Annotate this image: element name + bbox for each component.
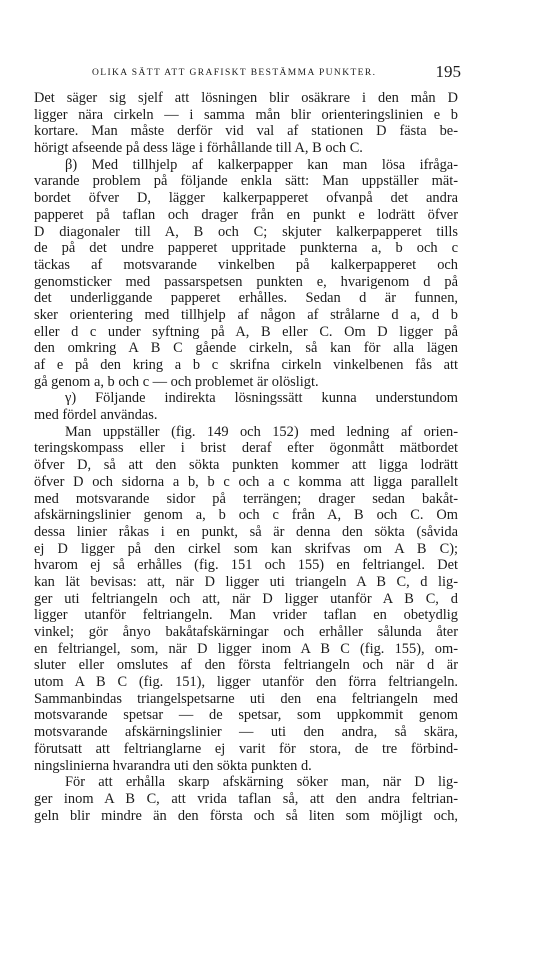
text-line: gå genom a, b och c — och problemet är olösligt. [34,373,319,390]
text-line: afskärningslinier genom a, b och c från A, B och C. Om [34,507,458,524]
text-line: den omkring A B C gående cirkeln, så kan för alla lägen [34,340,458,357]
text-line: dessa linier råkas i en punkt, så är denna den sökta (såvida [34,523,458,540]
text-line: hörigt afseende på dess läge i förhållande till A, B och C. [34,140,363,157]
text-line: papperet på taflan och drager från en punkt e lodrätt öfver [34,206,458,223]
text-line: geln blir mindre än den första och så liten som möjligt och, [34,807,458,824]
text-line: utom A B C (fig. 151), ligger utanför den förra feltriangeln. [34,674,458,691]
text-line: sluter eller omslutes af den första feltriangeln och när d är [34,657,458,674]
text-line: Man uppställer (fig. 149 och 152) med ledning af orien- [65,423,458,440]
text-line: bordet öfver D, lägger kalkerpapperet ofvanpå det andra [34,190,458,207]
text-line: D diagonaler till A, B och C; skjuter kalkerpapperet tills [34,223,458,240]
text-line: Sammanbindas triangelspetsarne uti den ena feltriangeln med [34,690,458,707]
text-line: med motsvarande sidor på terrängen; drager sedan bakåt- [34,490,458,507]
text-line: motsvarande spetsar — de spetsar, som uppkommit genom [34,707,458,724]
text-line: af e på den kring a b c skrifna cirkeln vinkelbenen fås att [34,357,458,373]
text-line: öfver D och sidorna a b, b c och a c komma att ligga parallelt [34,473,458,490]
text-line: kan lät bevisas: att, när D ligger uti triangeln A B C, d lig- [34,573,458,590]
running-title: OLIKA SÄTT ATT GRAFISKT BESTÄMMA PUNKTER. [92,68,377,78]
text-line: γ) Följande indirekta lösningssätt kunna understundom [65,390,458,407]
running-header [34,62,461,84]
text-line: öfver D, så att den sökta punkten kommer att ligga lodrätt [34,457,458,474]
text-line: vinkel; gör ånyo bakåtafskärningar och erhåller sålunda åter [34,624,458,640]
text-line: ligger nära cirkeln — i samma mån blir orienteringslinien e b [34,106,458,123]
text-line: eller d c under syftning på A, B eller C. Om D ligger på [34,323,458,340]
text-line: motsvarande afskärningslinier — uti den andra, så skära, [34,724,458,741]
text-line: täckas af motsvarande vinkelben på kalkerpapperet och [34,256,458,273]
text-line: Det säger sig sjelf att lösningen blir osäkrare i den mån D [34,90,458,106]
text-line: genomsticker med passarspetsen punkten e, hvarigenom d på [34,273,458,290]
page-number: 195 [435,62,461,81]
text-line: det underliggande papperet erhålles. Sedan d är funnen, [34,290,458,307]
text-line: en feltriangel, som, när D ligger inom A B C (fig. 155), om- [34,640,458,657]
text-line: sker orientering med tillhjelp af någon af strålarne d a, d b [34,306,458,323]
text-line: med fördel användas. [34,407,158,424]
text-line: kortare. Man måste derför vid val af stationen D fästa be- [34,123,458,140]
text-line: teringskompass eller i brist deraf efter ögonmått mätbordet [34,440,458,457]
book-page [34,62,461,824]
text-line: förutsatt att feltrianglarne ej varit för stora, de tre förbind- [34,740,458,757]
text-line: ger inom A B C, att vrida taflan så, att den andra feltrian- [34,790,458,807]
text-line: ligger utanför feltriangeln. Man vrider taflan en obetydlig [34,607,458,624]
text-line: ger uti feltriangeln och att, när D ligger utanför A B C, d [34,590,458,607]
text-line: För att erhålla skarp afskärning söker man, när D lig- [65,774,458,791]
text-line: varande problem på följande enkla sätt: Man uppställer mät- [34,173,458,190]
text-line: ningslinierna hvarandra uti den sökta punkten d. [34,757,312,774]
text-line: β) Med tillhjelp af kalkerpapper kan man lösa ifråga- [65,156,458,173]
text-line: de på det undre papperet uppritade punkterna a, b och c [34,240,458,257]
text-line: ej D ligger på den cirkel som kan skrifvas om A B C); [34,540,458,557]
text-line: hvarom ej så erhålles (fig. 151 och 155) en feltriangel. Det [34,557,458,574]
body-text [34,90,458,824]
